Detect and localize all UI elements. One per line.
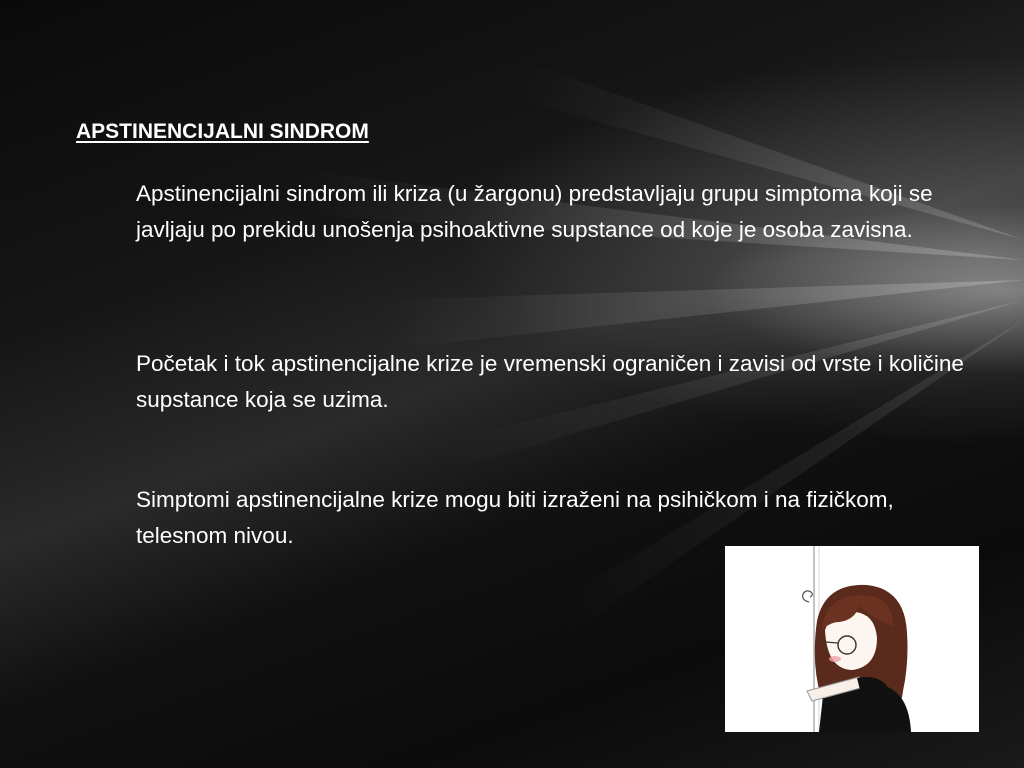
illustration-girl-at-door — [725, 546, 979, 732]
paragraph-symptoms: Simptomi apstinencijalne krize mogu biti izraženi na psihičkom i na fizičkom, telesnom nivou. — [136, 487, 894, 548]
girl-peeking-illustration — [725, 546, 979, 732]
paragraph-onset: Početak i tok apstinencijalne krize je vremenski ograničen i zavisi od vrste i količine supstance koja se uzima. — [136, 351, 964, 412]
paragraph-definition: Apstinencijalni sindrom ili kriza (u žargonu) predstavljaju grupu simptoma koji se javljaju po prekidu unošenja psihoaktivne supstance od koje je osoba zavisna. — [136, 181, 933, 242]
slide-title: APSTINENCIJALNI SINDROM — [76, 120, 369, 143]
